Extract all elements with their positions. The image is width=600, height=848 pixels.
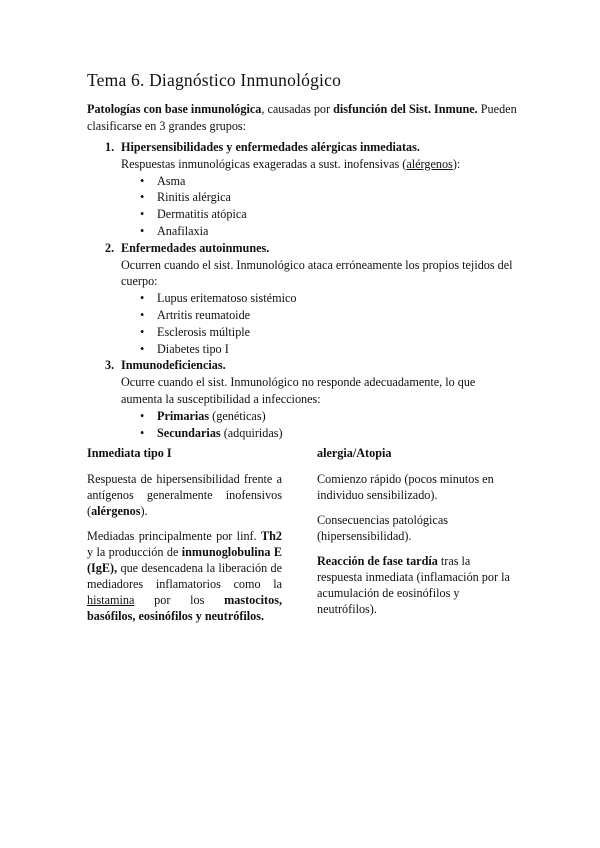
list-item: • Asma <box>121 173 517 190</box>
list-item: • Diabetes tipo I <box>121 341 517 358</box>
group-description-text: Respuestas inmunológicas exageradas a sust. inofensivas ( <box>121 156 407 171</box>
group-item-2 <box>87 240 517 358</box>
text: por los <box>134 593 225 607</box>
right-paragraph-3 <box>317 553 514 617</box>
left-paragraph-1 <box>87 471 282 519</box>
list-item-bold: Primarias <box>157 408 210 423</box>
group-title: Hipersensibilidades y enfermedades alérgicas inmediatas. <box>121 140 420 154</box>
group-description-end: ): <box>452 156 461 171</box>
intro-bold-1: Patologías con base inmunológica <box>87 102 262 116</box>
intro-paragraph <box>87 101 517 135</box>
right-column <box>317 445 514 626</box>
bold-text: mastocitos, basófilos, eosinófilos y neutrófilos. <box>87 593 282 623</box>
list-item-rest: (genéticas) <box>209 408 266 423</box>
text: Mediadas principalmente por linf. <box>87 529 261 543</box>
list-item <box>121 425 517 442</box>
group-number: 1. <box>105 140 115 154</box>
intro-bold-2: disfunción del Sist. Inmune. <box>333 102 478 116</box>
group-item-3 <box>87 357 517 441</box>
page-title: Tema 6. Diagnóstico Inmunológico <box>87 70 342 90</box>
underlined-text: histamina <box>87 593 135 607</box>
group-number: 3. <box>105 358 115 373</box>
right-paragraph-2: Consecuencias patológicas (hipersensibilidad). <box>317 513 448 543</box>
text: que desencadena la liberación de mediadores inflamatorios como la <box>87 561 282 591</box>
list-item <box>121 408 517 425</box>
group-sublist <box>121 408 517 442</box>
left-column-heading: Inmediata tipo I <box>87 446 172 460</box>
list-item: • Esclerosis múltiple <box>121 324 517 341</box>
intro-text-2: Pueden clasificarse en 3 grandes grupos: <box>87 102 517 133</box>
group-sublist <box>121 173 517 240</box>
bold-text: inmunoglobulina E (IgE), <box>87 545 283 575</box>
text: ). <box>140 504 148 518</box>
bold-text: Th2 <box>260 529 282 543</box>
groups-list <box>87 139 517 441</box>
text: Respuesta de hipersensibilidad frente a antígenos generalmente inofensivos ( <box>87 472 282 518</box>
bold-text: alérgenos <box>91 504 141 518</box>
right-column-heading: alergia/Atopia <box>317 446 392 460</box>
list-item: • Lupus eritematoso sistémico <box>121 290 517 307</box>
group-sublist <box>121 290 517 357</box>
left-column <box>87 445 282 633</box>
list-item: • Rinitis alérgica <box>121 189 517 206</box>
list-item: • Anafilaxia <box>121 223 517 240</box>
list-item: • Artritis reumatoide <box>121 307 517 324</box>
group-item-1 <box>87 139 517 240</box>
list-item-bold: Secundarias <box>157 425 221 440</box>
intro-text-1: , causadas por <box>261 102 334 116</box>
group-number: 2. <box>105 240 115 255</box>
list-item-rest: (adquiridas) <box>220 425 283 440</box>
group-description: Ocurren cuando el sist. Inmunológico ataca erróneamente los propios tejidos del cuerpo: <box>121 257 513 289</box>
group-description <box>121 156 517 173</box>
text: tras la respuesta inmediata (inflamación por la acumulación de eosinófilos y neutrófilos). <box>317 554 510 616</box>
bold-text: Reacción de fase tardía <box>317 554 438 568</box>
group-description: Ocurre cuando el sist. Inmunológico no responde adecuadamente, lo que aumenta la susceptibilidad a infecciones: <box>121 375 476 406</box>
group-title: Enfermedades autoinmunes. <box>121 240 270 255</box>
group-title: Inmunodeficiencias. <box>121 358 226 373</box>
list-item: • Dermatitis atópica <box>121 206 517 223</box>
right-paragraph-1: Comienzo rápido (pocos minutos en individuo sensibilizado). <box>317 472 494 502</box>
allergens-link-text: alérgenos <box>406 156 453 171</box>
left-paragraph-2 <box>87 528 282 624</box>
text: y la producción de <box>87 545 182 559</box>
